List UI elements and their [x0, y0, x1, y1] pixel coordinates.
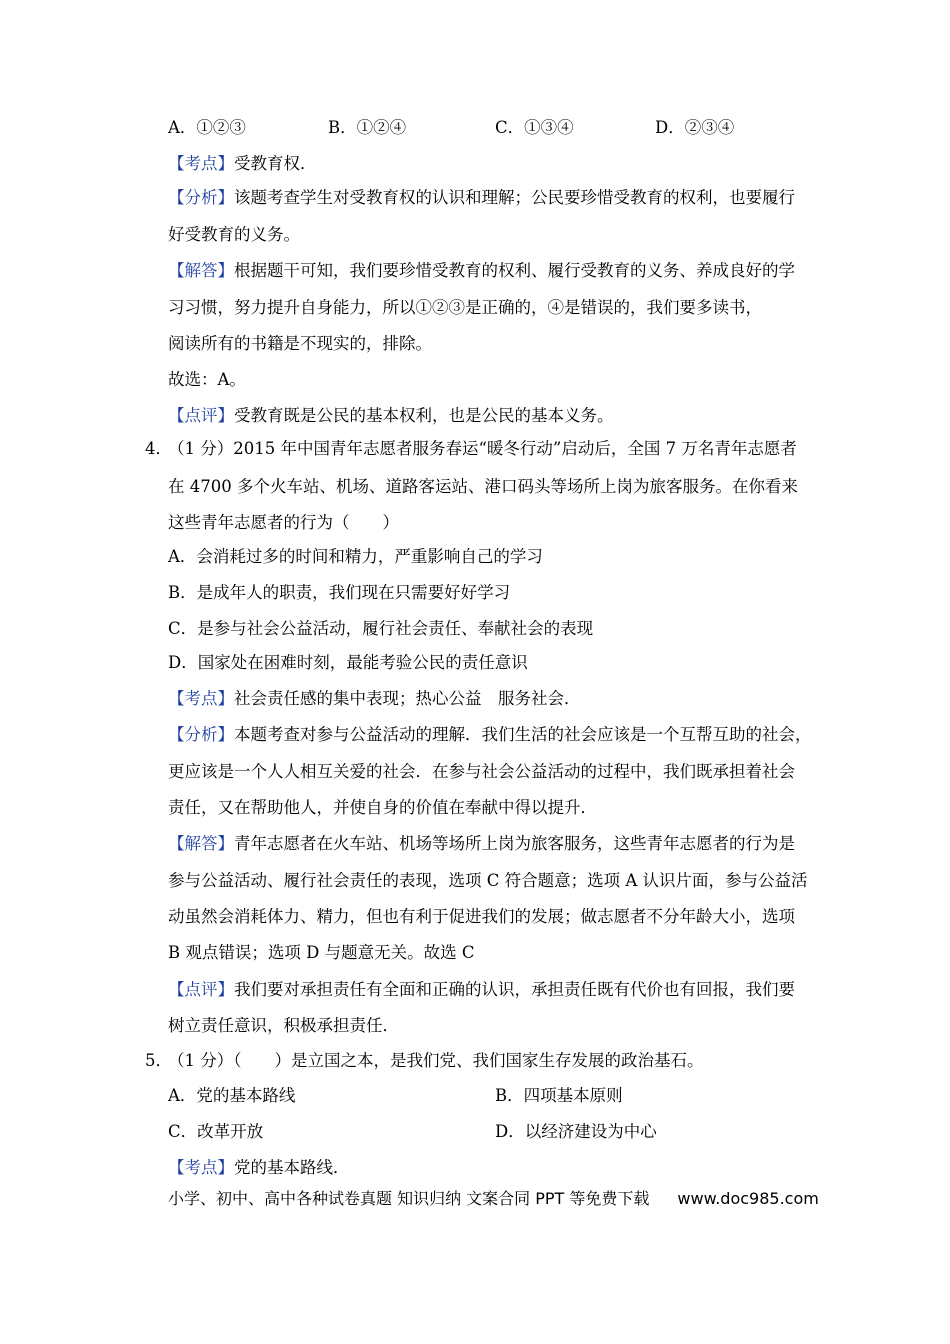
q4-option-b: B．是成年人的职责，我们现在只需要好好学习 [168, 583, 511, 602]
q3-jieda-cont: 阅读所有的书籍是不现实的，排除。 [168, 334, 432, 353]
q5-option-d: D．以经济建设为中心 [495, 1122, 657, 1141]
q4-fenxi-cont: 更应该是一个人人相互关爱的社会．在参与社会公益活动的过程中，我们既承担着社会 [168, 762, 795, 781]
q3-jieda-cont: 习习惯，努力提升自身能力，所以①②③是正确的，④是错误的，我们要多读书， [168, 298, 762, 317]
q4-jieda-cont: 参与公益活动、履行社会责任的表现，选项 C 符合题意；选项 A 认识片面，参与公益活 [168, 871, 808, 890]
footer-url[interactable]: www.doc985.com [677, 1189, 819, 1208]
q4-stem: （1 分）2015 年中国青年志愿者服务春运“暖冬行动”启动后，全国 7 万名青年志愿者 [168, 439, 797, 458]
dianping-tag: 【点评】 [168, 406, 234, 425]
q5-option-a: A．党的基本路线 [168, 1086, 296, 1105]
q3-option-d: D．②③④ [655, 118, 735, 137]
kaodian-tag: 【考点】 [168, 689, 234, 708]
jieda-tag: 【解答】 [168, 261, 234, 280]
q4-stem-cont: 在 4700 多个火车站、机场、道路客运站、港口码头等场所上岗为旅客服务。在你看来 [168, 477, 798, 496]
q3-fenxi-cont: 好受教育的义务。 [168, 225, 300, 244]
q4-option-a: A．会消耗过多的时间和精力，严重影响自己的学习 [168, 547, 543, 566]
q4-fenxi: 【分析】本题考查对参与公益活动的理解．我们生活的社会应该是一个互帮互助的社会， [168, 725, 812, 744]
q5-option-c: C．改革开放 [168, 1122, 264, 1141]
q3-dianping: 【点评】受教育既是公民的基本权利，也是公民的基本义务。 [168, 406, 614, 425]
q3-kaodian: 【考点】受教育权． [168, 154, 317, 173]
q3-answer: 故选：A。 [168, 370, 246, 389]
q4-dianping-cont: 树立责任意识，积极承担责任． [168, 1016, 399, 1035]
kaodian-tag: 【考点】 [168, 1158, 234, 1177]
jieda-tag: 【解答】 [168, 834, 234, 853]
q3-option-b: B．①②④ [328, 118, 407, 137]
footer-text: 小学、初中、高中各种试卷真题 知识归纳 文案合同 PPT 等免费下载 [168, 1189, 650, 1208]
q4-stem-cont: 这些青年志愿者的行为（ ） [168, 513, 399, 532]
q4-jieda-cont: B 观点错误；选项 D 与题意无关。故选 C [168, 943, 475, 962]
q4-number: 4． [145, 439, 172, 458]
q3-option-c: C．①③④ [495, 118, 574, 137]
q4-jieda: 【解答】青年志愿者在火车站、机场等场所上岗为旅客服务，这些青年志愿者的行为是 [168, 834, 795, 853]
q3-jieda: 【解答】根据题干可知，我们要珍惜受教育的权利、履行受教育的义务、养成良好的学 [168, 261, 795, 280]
q5-option-b: B．四项基本原则 [495, 1086, 623, 1105]
q4-fenxi-cont: 责任，又在帮助他人，并使自身的价值在奉献中得以提升． [168, 798, 597, 817]
q4-option-c: C．是参与社会公益活动，履行社会责任、奉献社会的表现 [168, 619, 594, 638]
q5-number: 5． [145, 1051, 172, 1070]
page-footer [168, 1188, 819, 1210]
q4-dianping: 【点评】我们要对承担责任有全面和正确的认识，承担责任既有代价也有回报，我们要 [168, 980, 795, 999]
q3-option-a: A．①②③ [168, 118, 246, 137]
q4-jieda-cont: 动虽然会消耗体力、精力，但也有利于促进我们的发展；做志愿者不分年龄大小，选项 [168, 907, 795, 926]
fenxi-tag: 【分析】 [168, 188, 234, 207]
kaodian-tag: 【考点】 [168, 154, 234, 173]
q3-fenxi: 【分析】该题考查学生对受教育权的认识和理解；公民要珍惜受教育的权利，也要履行 [168, 188, 795, 207]
q5-stem: （1 分）（ ）是立国之本，是我们党、我们国家生存发展的政治基石。 [168, 1051, 704, 1070]
fenxi-tag: 【分析】 [168, 725, 234, 744]
q5-kaodian: 【考点】党的基本路线． [168, 1158, 350, 1177]
dianping-tag: 【点评】 [168, 980, 234, 999]
q4-option-d: D．国家处在困难时刻，最能考验公民的责任意识 [168, 653, 528, 672]
q4-kaodian: 【考点】社会责任感的集中表现；热心公益 服务社会． [168, 689, 581, 708]
